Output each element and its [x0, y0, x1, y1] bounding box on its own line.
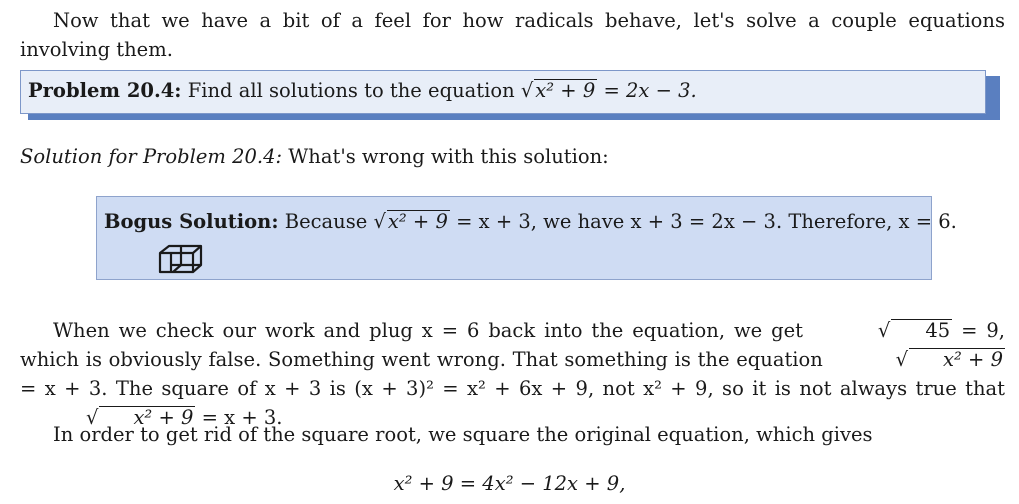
bogus-label: Bogus Solution: [104, 210, 279, 233]
check-radicand-1: 45 [891, 319, 952, 341]
broken-cube-icon [157, 243, 205, 275]
bogus-radical: √ x² + 9 [373, 210, 448, 233]
square-paragraph: In order to get rid of the square root, we square the original equation, which gives [53, 423, 873, 446]
check-text-4: = x + 3. [201, 406, 283, 429]
intro-paragraph: Now that we have a bit of a feel for how radicals behave, let's solve a couple equations involving them. [20, 9, 1005, 61]
check-radicand-2: x² + 9 [909, 348, 1005, 370]
check-radicand-3: x² + 9 [99, 406, 195, 428]
check-paragraph [20, 316, 1005, 432]
display-equation: x² + 9 = 4x² − 12x + 9, [393, 472, 626, 495]
bogus-text2: = x + 3, we have x + 3 = 2x − 3. Therefore, x = 6. [456, 210, 957, 233]
check-text-3: = x + 3. The square of x + 3 is (x + 3)² = x² + 6x + 9, not x² + 9, so it is not always true that [20, 377, 1005, 400]
problem-box [20, 70, 986, 114]
bogus-radicand: x² + 9 [387, 210, 448, 233]
check-radical-2: √ x² + 9 [895, 348, 1003, 371]
problem-label: Problem 20.4: [28, 79, 182, 102]
problem-text: Find all solutions to the equation [187, 79, 515, 102]
check-radical-3: √ x² + 9 [86, 406, 194, 429]
problem-radicand: x² + 9 [535, 79, 596, 102]
bogus-solution-box [96, 196, 957, 280]
check-text-1: When we check our work and plug x = 6 back into the equation, we get [53, 319, 803, 342]
check-text-2: = 9, which is obviously false. Something went wrong. That something is the equation [20, 319, 1005, 371]
bogus-text1: Because [284, 210, 368, 233]
problem-rhs: = 2x − 3. [603, 79, 697, 102]
check-radical-1: √ 45 [877, 319, 951, 342]
solution-text: What's wrong with this solution: [288, 145, 609, 168]
solution-label: Solution for Problem 20.4: [20, 145, 283, 168]
solution-intro [20, 144, 609, 170]
problem-radical: √ x² + 9 [520, 79, 596, 102]
